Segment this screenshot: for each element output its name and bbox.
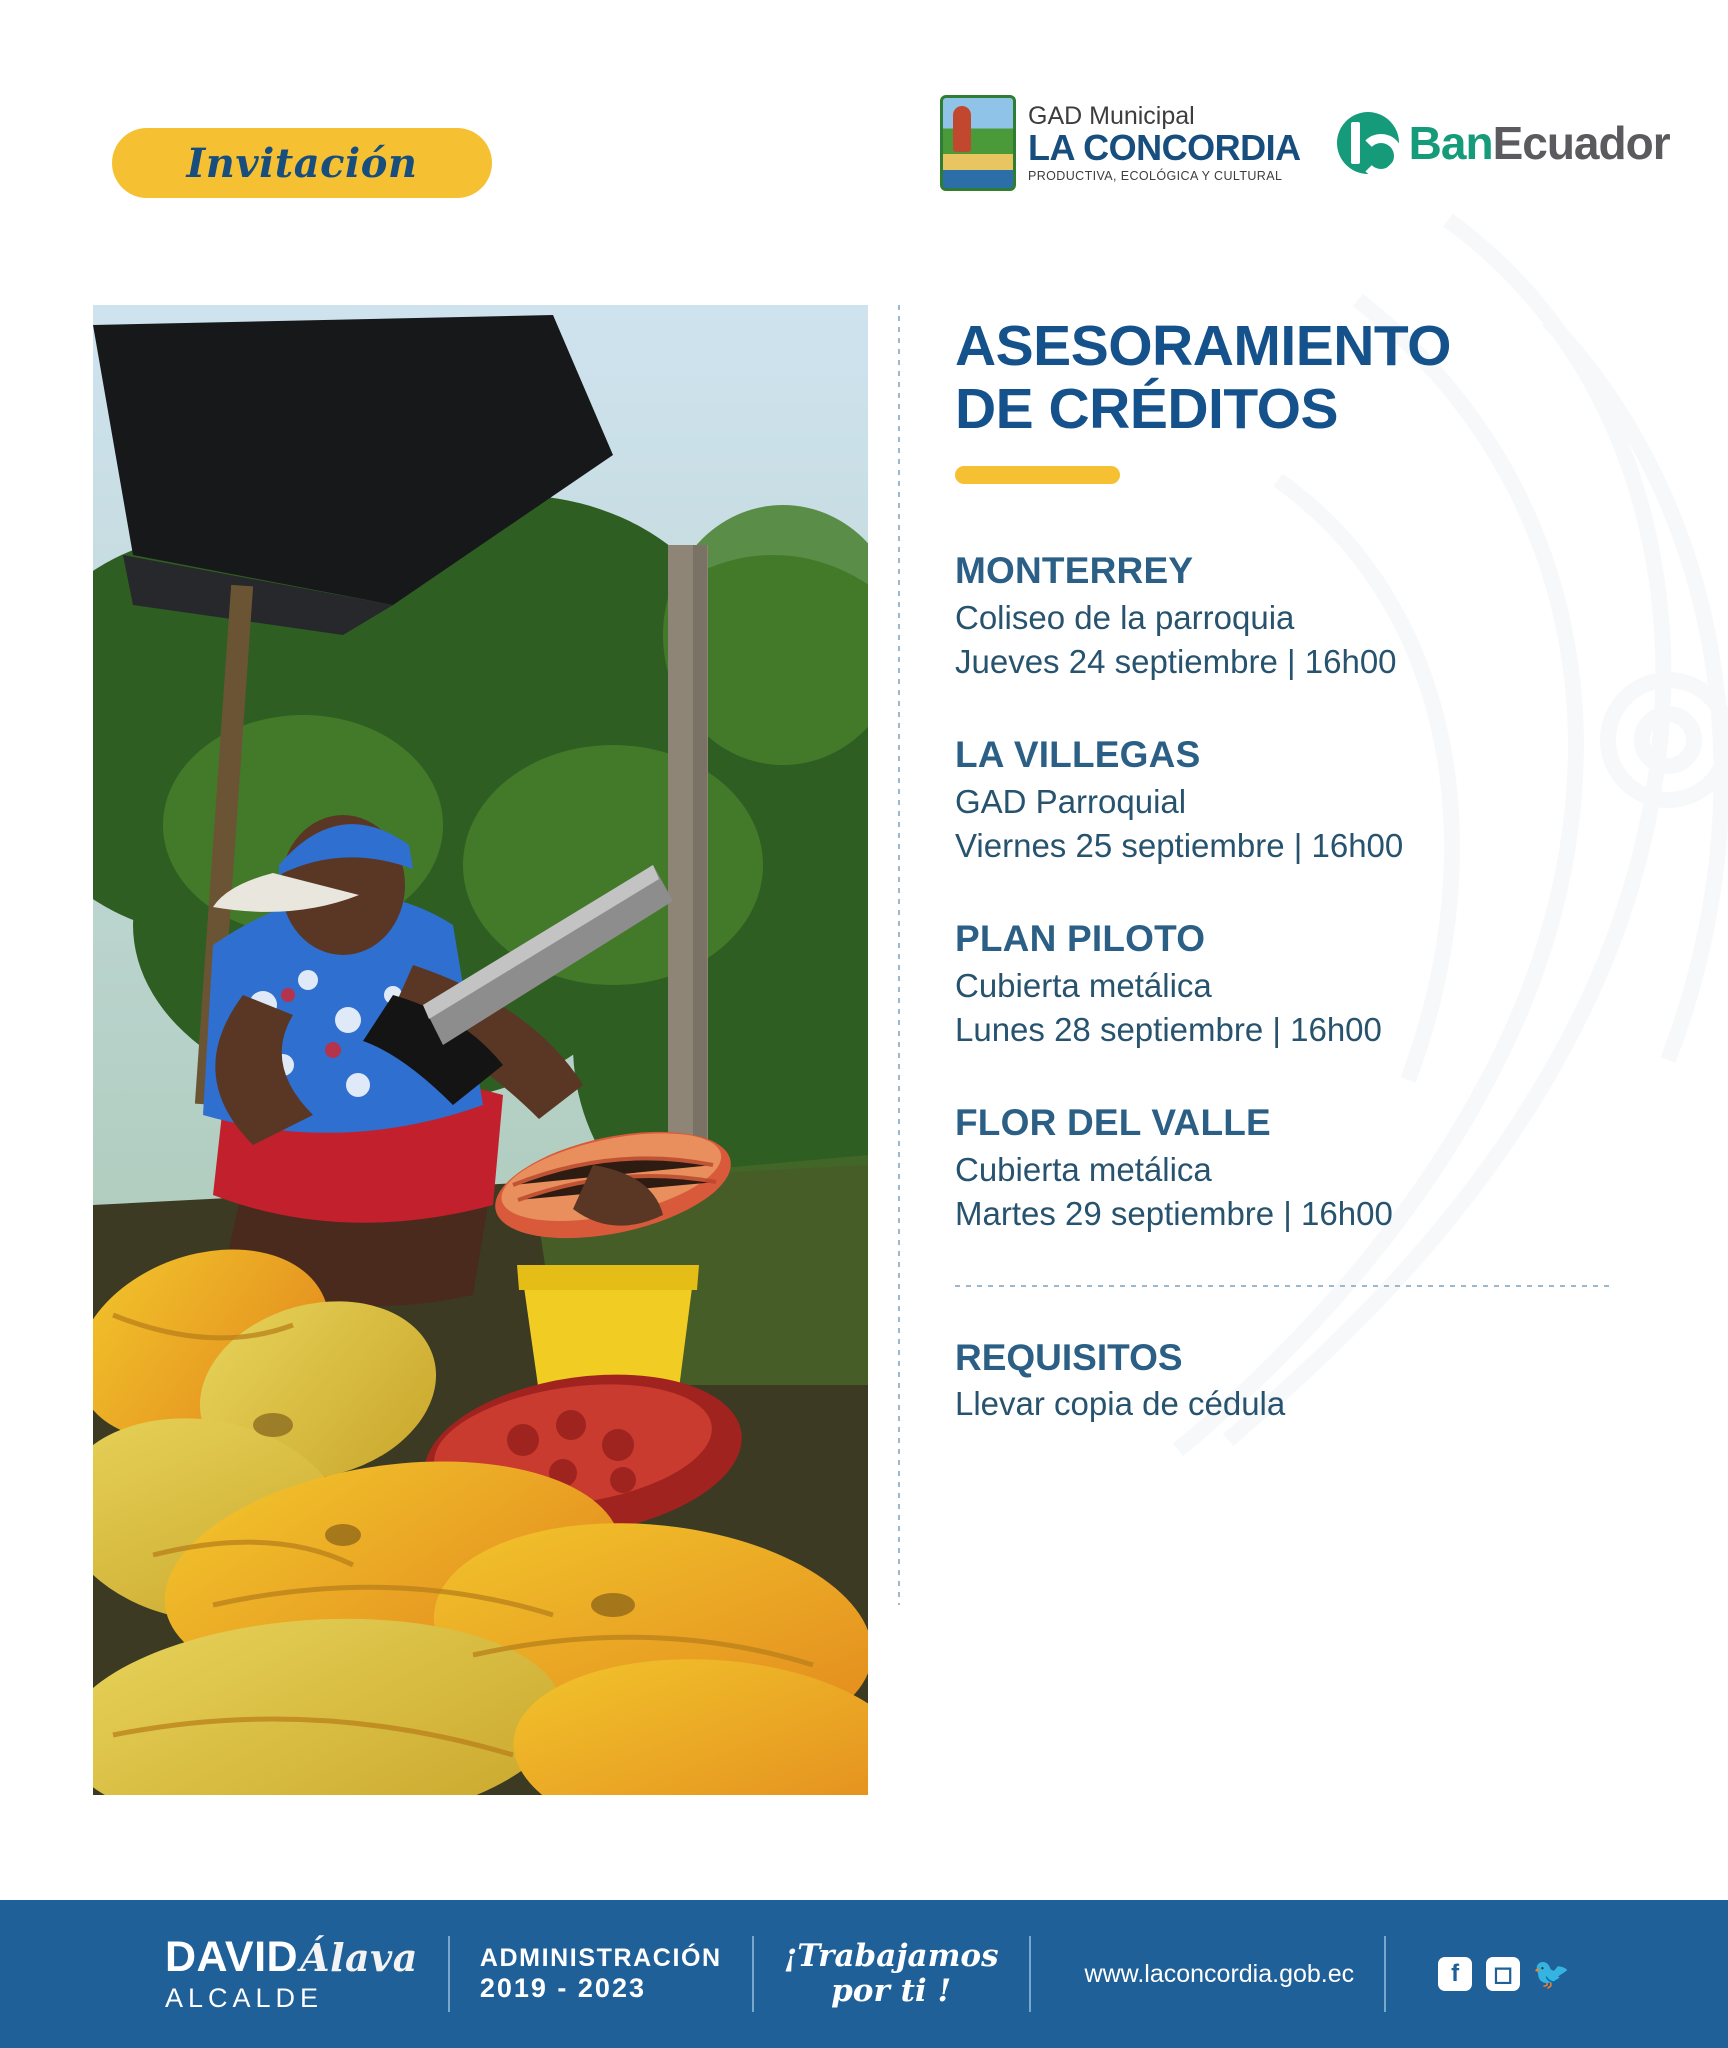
event-place: Coliseo de la parroquia	[955, 599, 1295, 637]
event-name: FLOR DEL VALLE	[955, 1101, 1271, 1143]
social-links	[1438, 1957, 1568, 1991]
administration-block	[480, 1944, 722, 2004]
website-url[interactable]: www.laconcordia.gob.ec	[1084, 1959, 1355, 1988]
requirements-section	[955, 1337, 1655, 1423]
event-item	[955, 550, 1655, 684]
administration-years: 2019 - 2023	[479, 1972, 646, 2003]
mayor-surname: Álava	[300, 1935, 418, 1980]
photo-illustration	[93, 305, 868, 1795]
instagram-icon[interactable]: ◻	[1486, 1957, 1520, 1991]
mayor-block	[165, 1933, 418, 2013]
event-datetime: Martes 29 septiembre | 16h00	[955, 1194, 1393, 1232]
mayor-role: ALCALDE	[165, 1983, 324, 2013]
footer-divider	[752, 1936, 754, 2012]
horizontal-divider	[955, 1285, 1615, 1287]
banecuador-logo	[1337, 112, 1670, 174]
event-name: MONTERREY	[955, 550, 1194, 592]
slogan-line2: por ti !	[831, 1973, 952, 2009]
page-title-line2: DE CRÉDITOS	[955, 376, 1339, 441]
facebook-icon[interactable]: f	[1438, 1957, 1472, 1991]
administration-label: ADMINISTRACIÓN	[479, 1944, 722, 1973]
footer-bar	[0, 1900, 1728, 2048]
slogan	[784, 1939, 999, 2008]
gad-crest-icon	[940, 95, 1016, 191]
page-title	[955, 315, 1655, 440]
footer-divider	[1029, 1936, 1031, 2012]
event-place: Cubierta metálica	[955, 966, 1212, 1004]
events-list	[955, 550, 1655, 1235]
banecuador-mark-icon	[1337, 112, 1399, 174]
vertical-divider	[898, 305, 900, 1605]
event-datetime: Jueves 24 septiembre | 16h00	[955, 643, 1397, 681]
slogan-line1: ¡Trabajamos	[783, 1938, 999, 1975]
gad-logo-line2: LA CONCORDIA	[1028, 127, 1301, 169]
requirements-title: REQUISITOS	[955, 1337, 1183, 1379]
logo-group	[940, 95, 1670, 191]
event-datetime: Viernes 25 septiembre | 16h00	[955, 827, 1404, 864]
gad-logo-line1: GAD Municipal	[1028, 101, 1195, 130]
banecuador-logo-part2: Ecuador	[1492, 117, 1670, 169]
event-place: Cubierta metálica	[955, 1150, 1212, 1188]
twitter-icon[interactable]: 🐦	[1532, 1957, 1570, 1991]
event-name: PLAN PILOTO	[955, 917, 1206, 959]
event-place: GAD Parroquial	[955, 783, 1187, 821]
requirements-text: Llevar copia de cédula	[955, 1385, 1286, 1423]
event-item	[955, 734, 1655, 868]
mayor-name: DAVID	[165, 1933, 299, 1981]
footer-divider	[448, 1936, 450, 2012]
event-item	[955, 918, 1655, 1052]
invitation-label: Invitación	[186, 139, 418, 187]
photo-cacao-farmer	[93, 305, 868, 1795]
gad-municipal-logo	[940, 95, 1301, 191]
event-name: LA VILLEGAS	[955, 734, 1201, 776]
banecuador-logo-part1: Ban	[1408, 117, 1493, 169]
invitation-badge	[112, 128, 492, 198]
event-datetime: Lunes 28 septiembre | 16h00	[955, 1010, 1382, 1048]
title-underline	[955, 466, 1120, 484]
event-item	[955, 1102, 1655, 1236]
gad-logo-line3: PRODUCTIVA, ECOLÓGICA Y CULTURAL	[1028, 168, 1283, 183]
footer-divider	[1384, 1936, 1386, 2012]
page-title-line1: ASESORAMIENTO	[955, 314, 1452, 378]
main-content	[955, 315, 1655, 1423]
